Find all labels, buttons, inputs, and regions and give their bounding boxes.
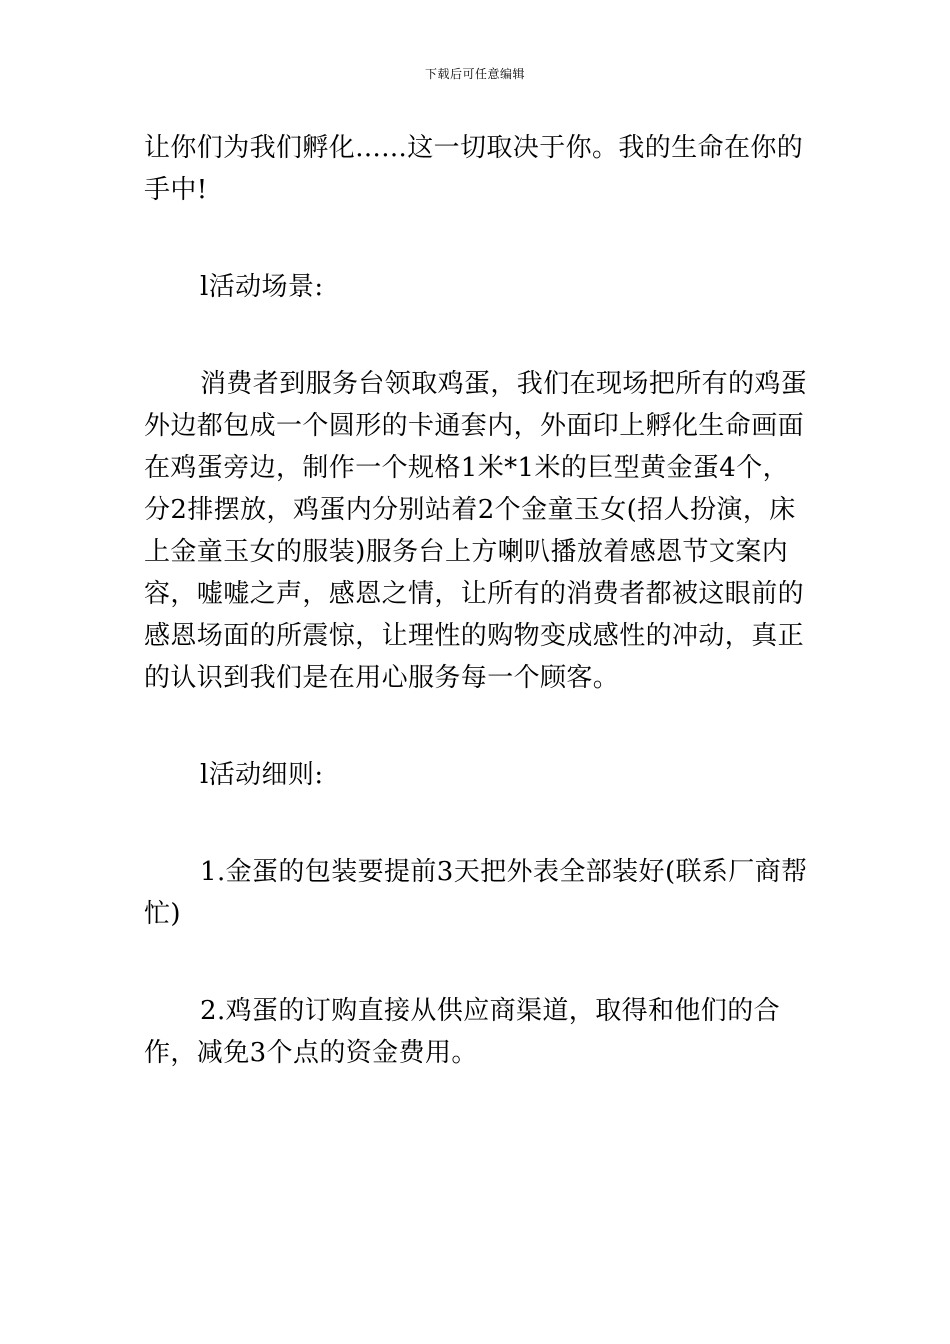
rule-item-2: 2.鸡蛋的订购直接从供应商渠道，取得和他们的合作，减免3个点的资金费用。 bbox=[144, 996, 781, 1068]
section-heading-activity-rules: l活动细则: bbox=[200, 760, 324, 790]
page-header: 下载后可任意编辑 bbox=[424, 67, 525, 81]
paragraph-gap bbox=[144, 699, 808, 754]
paragraph-continuation: 让你们为我们孵化......这一切取决于你。我的生命在你的手中! bbox=[144, 133, 804, 205]
paragraph-gap bbox=[144, 308, 808, 363]
paragraph-gap bbox=[144, 796, 808, 851]
section-heading-activity-scene: l活动场景: bbox=[200, 272, 324, 302]
paragraph-gap bbox=[144, 935, 808, 990]
rule-item-1: 1.金蛋的包装要提前3天把外表全部装好(联系厂商帮忙) bbox=[144, 857, 808, 929]
document-body bbox=[144, 127, 808, 1074]
paragraph-gap bbox=[144, 211, 808, 266]
paragraph-activity-scene: 消费者到服务台领取鸡蛋，我们在现场把所有的鸡蛋外边都包成一个圆形的卡通套内，外面印上孵化生命画面在鸡蛋旁边，制作一个规格1米*1米的巨型黄金蛋4个，分2排摆放，鸡蛋内分别站着2个金童玉女(招人扮演，床上金童玉女的服装)服务台上方喇叭播放着感恩节文案内容，嘘嘘之声，感恩之情，让所有的消费者都被这眼前的感恩场面的所震惊，让理性的购物变成感性的冲动，真正的认识到我们是在用心服务每一个顾客。 bbox=[144, 369, 808, 693]
